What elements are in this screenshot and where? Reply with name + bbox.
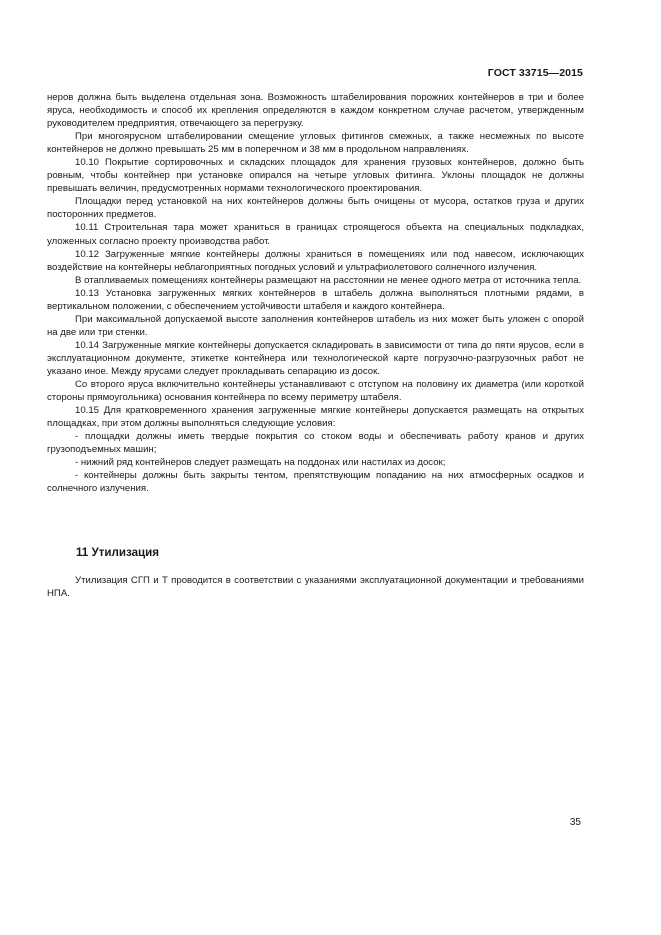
- paragraph: Со второго яруса включительно контейнеры устанавливают с отступом на половину их диаметра (или короткой стороны прямоугольника) основания контейнера по всему периметру штабеля.: [47, 379, 584, 404]
- paragraph-10-11: 10.11 Строительная тара может храниться в границах строящегося объекта на специальных подкладках, уложенных согласно проекту производства работ.: [47, 222, 584, 247]
- paragraph-10-12: 10.12 Загруженные мягкие контейнеры должны храниться в помещениях или под навесом, исключающих воздействие на контейнеры неблагоприятных погодных условий и ультрафиолетового солнечного излучения.: [47, 248, 584, 273]
- paragraph: неров должна быть выделена отдельная зона. Возможность штабелирования порожних контейнеров в три и более яруса, необходимость и способ их крепления определяются в каждом конкретном случае расчетом, утвержденным руководителем предприятия, отвечающего за перегрузку.: [47, 92, 584, 130]
- paragraph: При максимальной допускаемой высоте заполнения контейнеров штабель из них может быть уложен с опорой на две или три стенки.: [47, 313, 584, 338]
- section-paragraph: Утилизация СГП и Т проводится в соответствии с указаниями эксплуатационной документации и требованиями НПА.: [47, 575, 584, 600]
- list-item: - нижний ряд контейнеров следует размещать на поддонах или настилах из досок;: [75, 457, 446, 469]
- paragraph-10-14: 10.14 Загруженные мягкие контейнеры допускается складировать в зависимости от типа до пяти ярусов, если в эксплуатационном документе, этикетке контейнера или технологической карте погрузочно-разгрузочных работ не указано иное. Между ярусами следует прокладывать сепарацию из досок.: [47, 339, 584, 377]
- paragraph-10-15: 10.15 Для кратковременного хранения загруженные мягкие контейнеры допускается размещать на открытых площадках, при этом должны выполняться следующие условия:: [47, 405, 584, 430]
- body-text: [47, 91, 584, 495]
- list-item: - контейнеры должны быть закрыты тентом, препятствующим попаданию на них атмосферных осадков и солнечного излучения.: [47, 470, 584, 495]
- section-body: [47, 574, 584, 600]
- section-heading: 11 Утилизация: [76, 546, 160, 559]
- list-item: - площадки должны иметь твердые покрытия со стоком воды и обеспечивать работу кранов и других грузоподъемных машин;: [47, 431, 584, 456]
- page-number: 35: [569, 817, 581, 828]
- document-code: ГОСТ 33715—2015: [487, 67, 583, 79]
- paragraph-10-13: 10.13 Установка загруженных мягких контейнеров в штабель должна выполняться плотными рядами, в вертикальном положении, с обеспечением устойчивости штабеля и каждого контейнера.: [47, 287, 584, 312]
- paragraph-10-10: 10.10 Покрытие сортировочных и складских площадок для хранения грузовых контейнеров, должно быть ровным, чтобы контейнер при установке опирался на четыре угловых фитинга. Уклоны площадок не должны превышать величин, предусмотренных нормами технологического проектирования.: [47, 157, 584, 195]
- paragraph: При многоярусном штабелировании смещение угловых фитингов смежных, а также несмежных по высоте контейнеров не должно превышать 25 мм в поперечном и 38 мм в продольном направлениях.: [47, 131, 584, 156]
- paragraph: Площадки перед установкой на них контейнеров должны быть очищены от мусора, остатков груза и других посторонних предметов.: [47, 196, 584, 221]
- paragraph: В отапливаемых помещениях контейнеры размещают на расстоянии не менее одного метра от источника тепла.: [75, 274, 582, 286]
